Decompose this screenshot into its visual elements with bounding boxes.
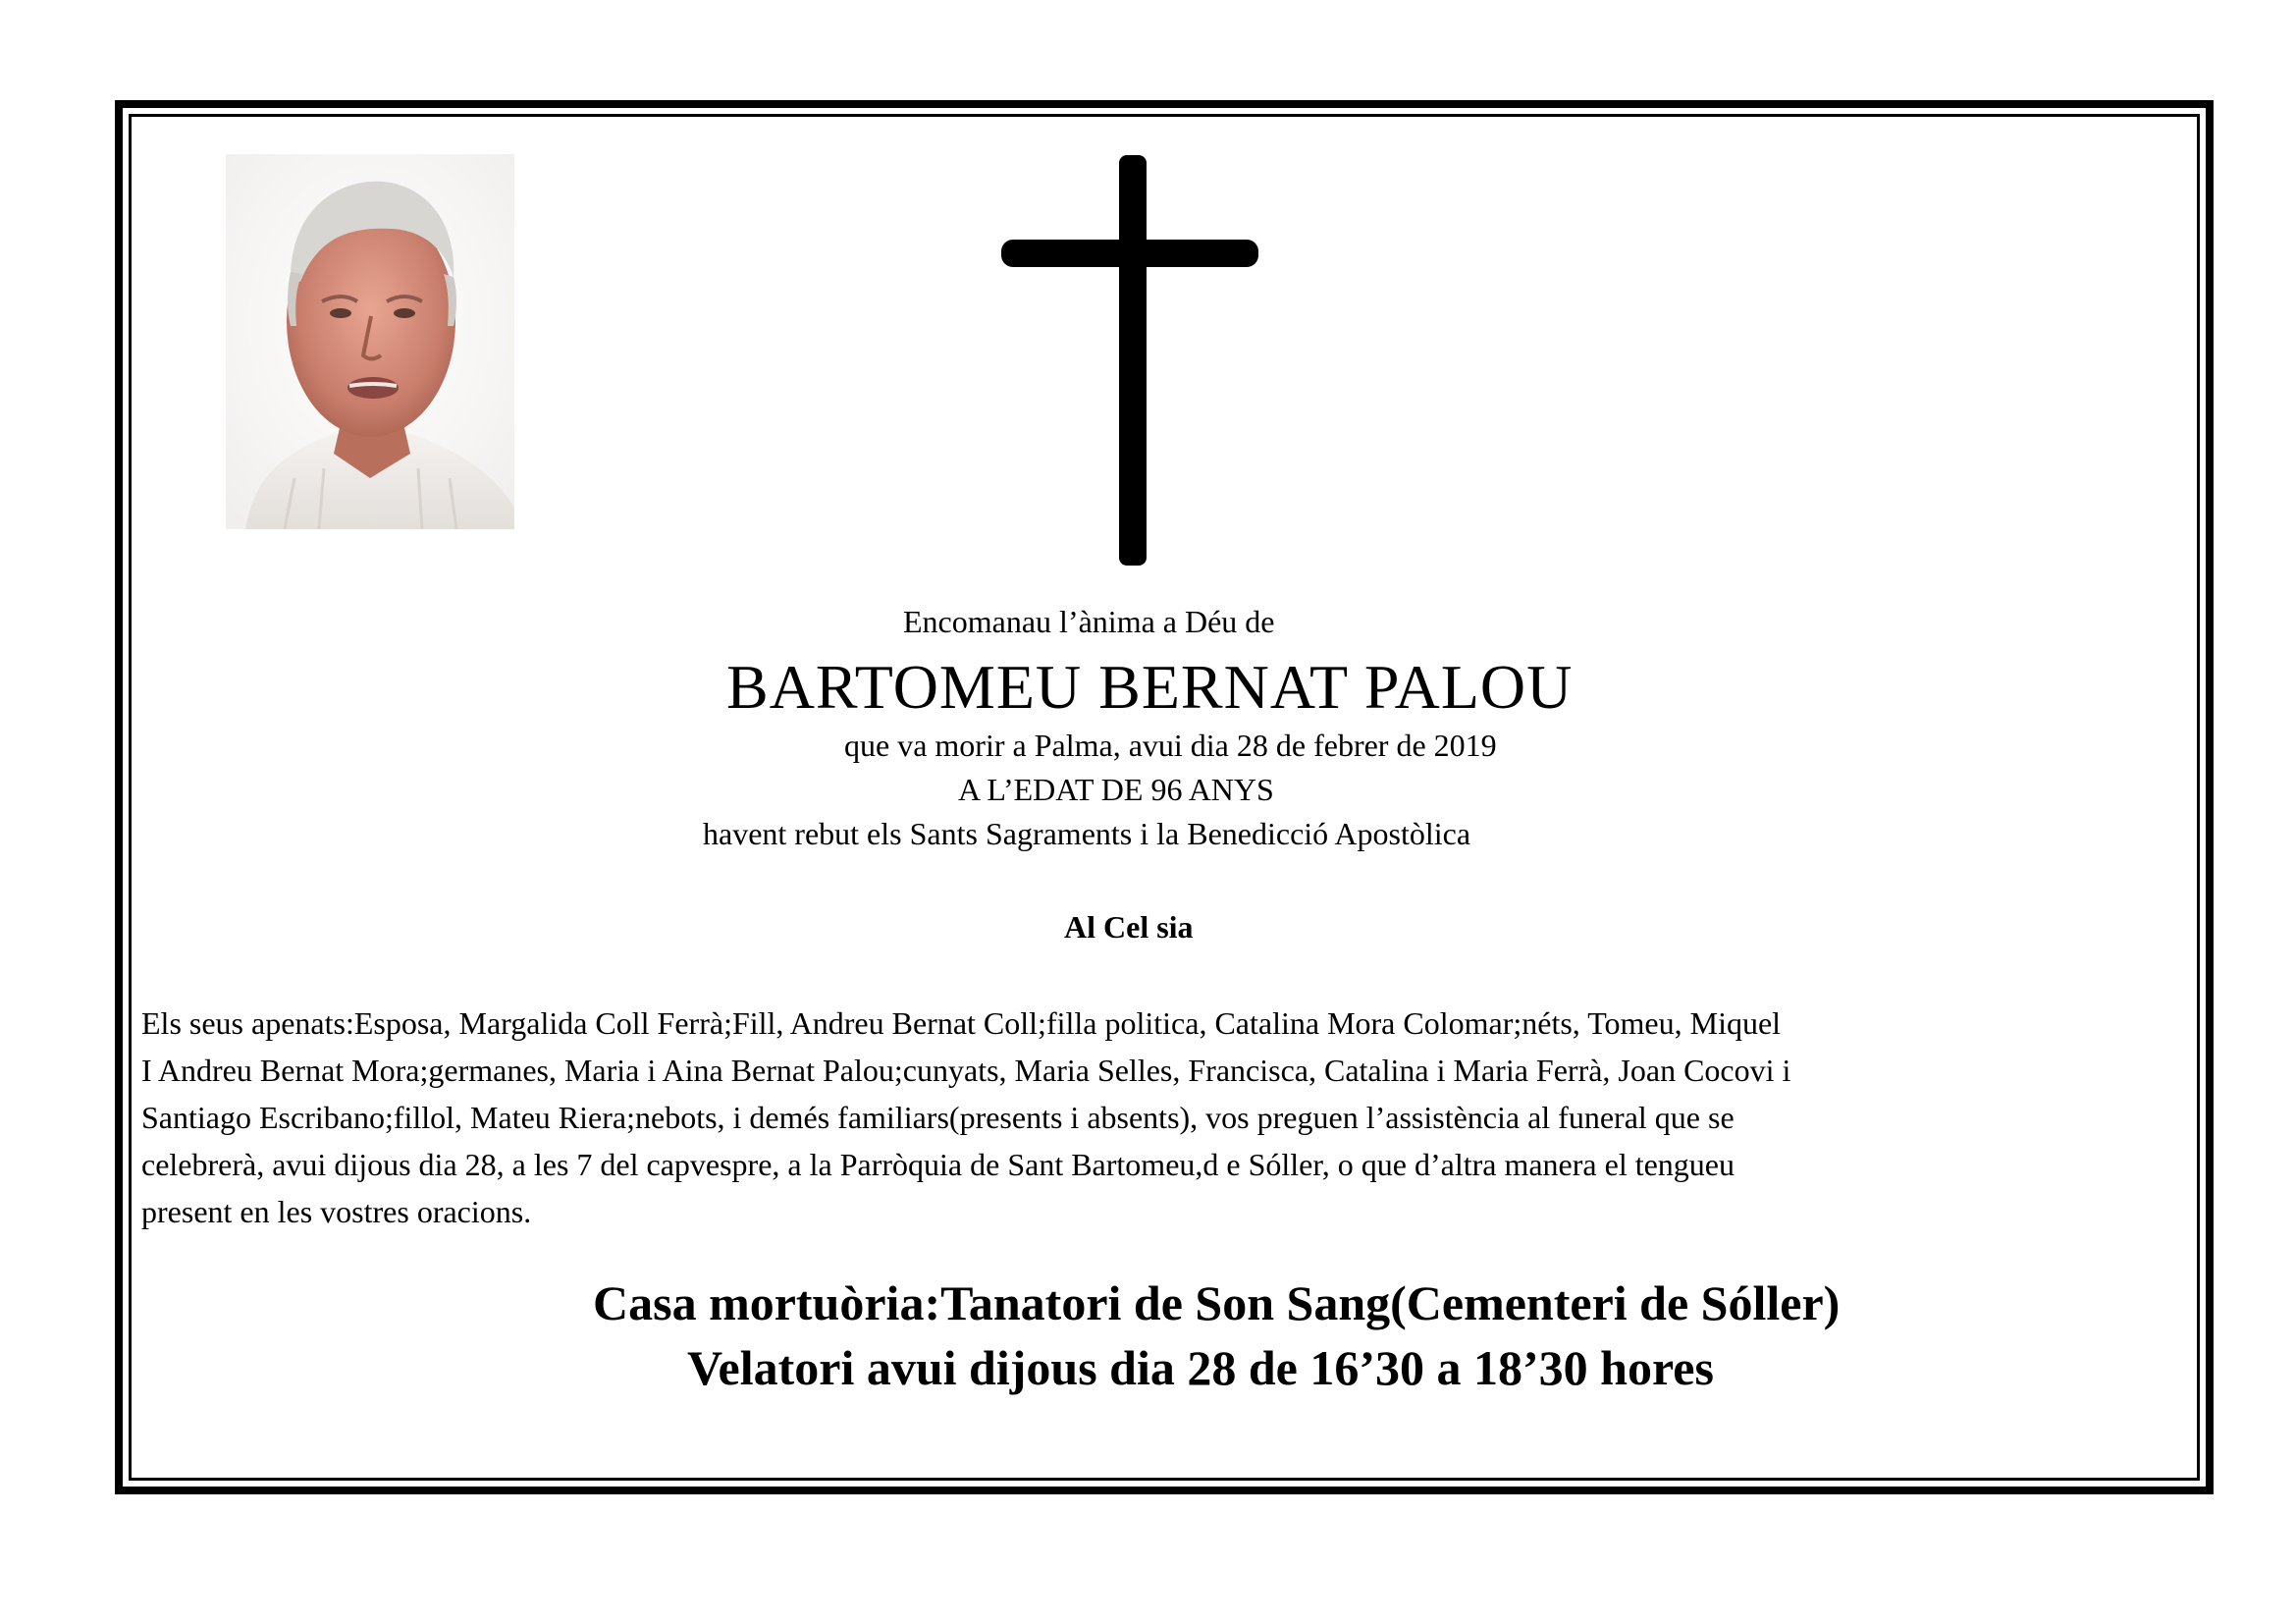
family-line: Els seus apenats:Esposa, Margalida Coll Ferrà;Fill, Andreu Bernat Coll;filla politica, Catalina Mora Colomar;néts, Tomeu, Miquel	[141, 1005, 1782, 1041]
intro-line: Encomanau l’ànima a Déu de	[903, 604, 1275, 639]
family-line: present en les vostres oracions.	[141, 1194, 532, 1229]
family-line: celebrerà, avui dijous dia 28, a les 7 del capvespre, a la Parròquia de Sant Bartomeu,d e Sóller, o que d’altra manera el tengueu	[141, 1147, 1735, 1182]
rip-line: Al Cel sia	[1064, 909, 1194, 945]
latin-cross-icon	[1001, 155, 1266, 568]
age-line: A L’EDAT DE 96 ANYS	[958, 772, 1274, 807]
vigil-time-line: Velatori avui dijous dia 28 de 16’30 a 18’30 hores	[687, 1340, 1714, 1395]
family-paragraph	[141, 1000, 2168, 1235]
wake-location-line: Casa mortuòria:Tanatori de Son Sang(Cementeri de Sóller)	[593, 1275, 1841, 1330]
deceased-name: BARTOMEU BERNAT PALOU	[726, 652, 1574, 722]
family-line: I Andreu Bernat Mora;germanes, Maria i Aina Bernat Palou;cunyats, Maria Selles, Francisca, Catalina i Maria Ferrà, Joan Cocovi i	[141, 1053, 1791, 1088]
portrait-photo	[226, 154, 514, 529]
family-line: Santiago Escribano;fillol, Mateu Riera;nebots, i demés familiars(presents i absents), vos preguen l’assistència al funeral que se	[141, 1100, 1735, 1135]
sacraments-line: havent rebut els Sants Sagraments i la Benedicció Apostòlica	[703, 816, 1471, 851]
death-line: que va morir a Palma, avui dia 28 de febrer de 2019	[844, 728, 1497, 763]
